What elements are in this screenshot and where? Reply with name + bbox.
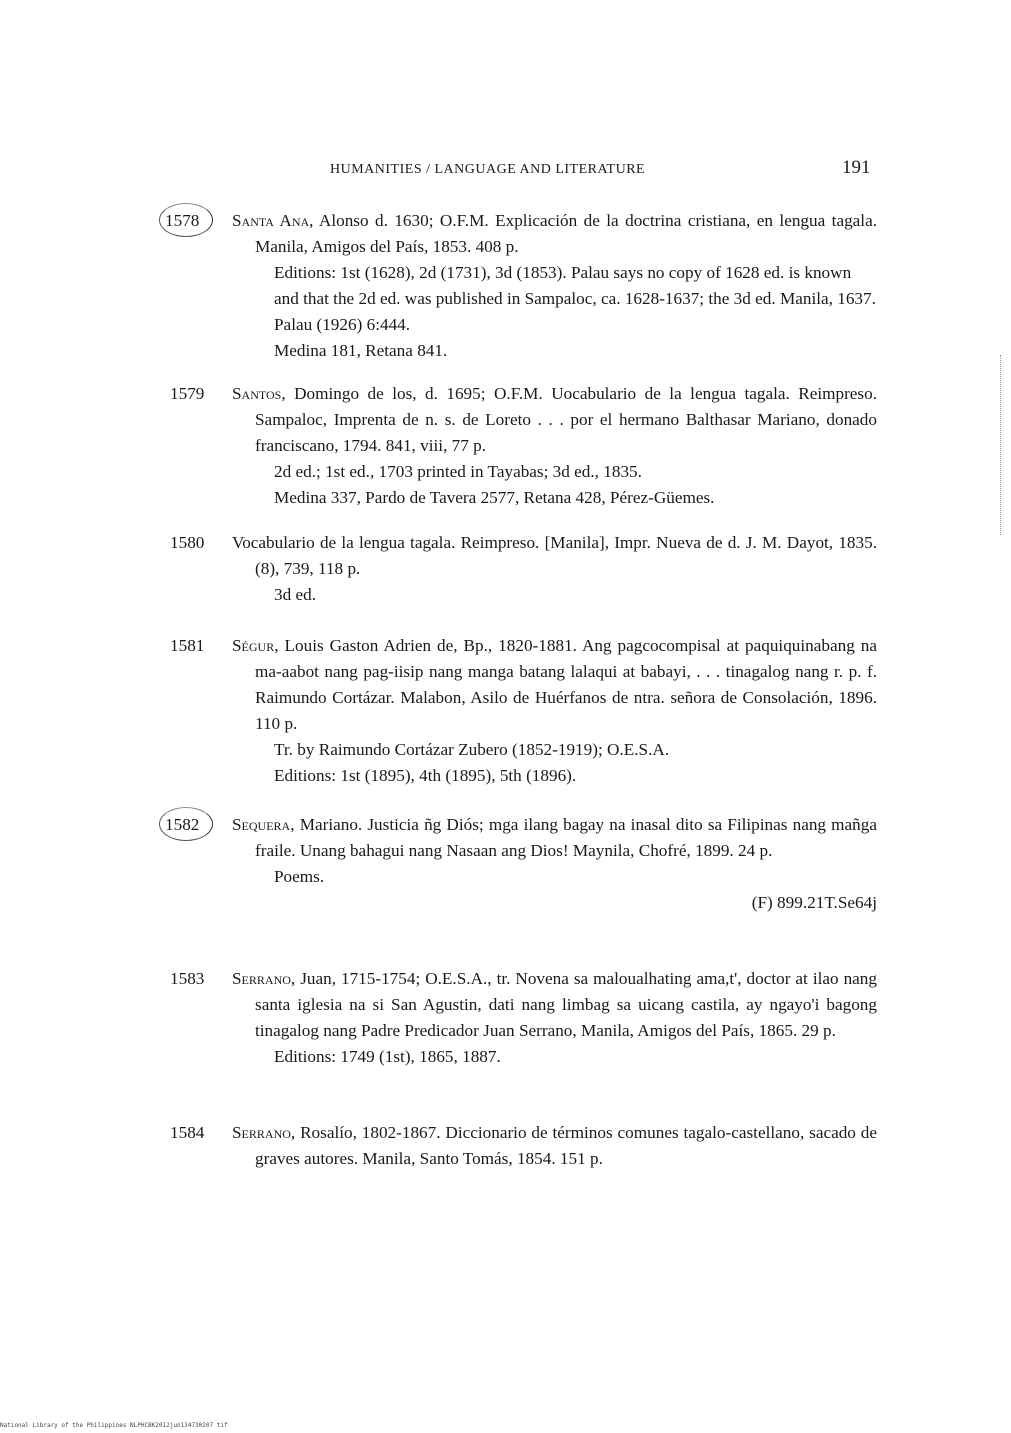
entry-note: Medina 337, Pardo de Tavera 2577, Retana 428, Pérez-Güemes. [274, 488, 715, 507]
entry-text [232, 381, 877, 511]
entry-author: Santa Ana [232, 211, 310, 230]
entry-note: Medina 181, Retana 841. [274, 341, 448, 360]
entry-author: Sequera [232, 815, 291, 834]
entry-note: 2d ed.; 1st ed., 1703 printed in Tayabas; 3d ed., 1835. [274, 462, 642, 481]
entry-text [232, 633, 877, 789]
entry-note: Editions: 1st (1895), 4th (1895), 5th (1896). [274, 766, 577, 785]
circle-mark-icon [159, 807, 213, 841]
entry-note: Editions: 1749 (1st), 1865, 1887. [274, 1047, 501, 1066]
entry-number: 1580 [170, 533, 205, 552]
entry-author: Santos [232, 384, 282, 403]
entry-number: 1582 [165, 812, 199, 838]
entry-description: , Juan, 1715-1754; O.E.S.A., tr. Novena sa maloualhating ama,t', doctor at ilao nang santa iglesia na si San Agustin, dati nang limbag sa uicang castila, ay ngayo'i bagong tinagalog nang Padre Predicador Juan Serrano, Manila, Amigos del País, 1865. 29 p. [255, 969, 877, 1040]
call-number: (F) 899.21T.Se64j [751, 893, 877, 912]
entry-description: Vocabulario de la lengua tagala. Reimpreso. [Manila], Impr. Nueva de d. J. M. Dayot, 1835. (8), 739, 118 p. [232, 533, 877, 578]
entry-description: , Louis Gaston Adrien de, Bp., 1820-1881. Ang pagcocompisal at paquiquinabang na ma-aabot nang pag-iisip nang manga batang lalaqui at babayi, . . . tinagalog nang r. p. f. Raimundo Cortázar. Malabon, Asilo de Huérfanos de ntra. señora de Consolación, 1896. 110 p. [255, 636, 877, 733]
entry-number: 1583 [170, 969, 205, 988]
entry-number: 1584 [170, 1123, 205, 1142]
scan-footer: National Library of the Philippines NLPHCBK2012jun134730207 tif [0, 1422, 228, 1429]
entry-text [232, 530, 877, 608]
entry-note: Editions: 1st (1628), 2d (1731), 3d (1853). Palau says no copy of 1628 ed. is known and that the 2d ed. was published in Sampaloc, ca. 1628-1637; the 3d ed. Manila, 1637. Palau (1926) 6:444. [274, 263, 876, 334]
entry-description: , Domingo de los, d. 1695; O.F.M. Uocabulario de la lengua tagala. Reimpreso. Sampaloc, Imprenta de n. s. de Loreto . . . por el hermano Balthasar Mariano, donado franciscano, 1794. 841, viii, 77 p. [255, 384, 877, 455]
entry-description: , Rosalío, 1802-1867. Diccionario de términos comunes tagalo-castellano, sacado de graves autores. Manila, Santo Tomás, 1854. 151 p. [255, 1123, 877, 1168]
entry-description: , Alonso d. 1630; O.F.M. Explicación de la doctrina cristiana, en lengua tagala. Manila, Amigos del País, 1853. 408 p. [255, 211, 877, 256]
entry-author: Serrano [232, 1123, 291, 1142]
entry-note: Poems. [274, 867, 325, 886]
entry-text [232, 208, 877, 364]
scan-edge-marks [1000, 355, 1007, 535]
entry-number: 1581 [170, 636, 205, 655]
entry-note: Tr. by Raimundo Cortázar Zubero (1852-1919); O.E.S.A. [274, 740, 670, 759]
entry-text [232, 1120, 877, 1172]
page-number: 191 [842, 157, 871, 178]
circle-mark-icon [159, 203, 213, 237]
running-head: HUMANITIES / LANGUAGE AND LITERATURE [330, 162, 646, 177]
entry-text [232, 966, 877, 1070]
entry-author: Ségur [232, 636, 275, 655]
entry-number: 1578 [165, 208, 199, 234]
entry-text [232, 812, 877, 916]
entry-description: , Mariano. Justicia ñg Diós; mga ilang bagay na inasal dito sa Filipinas nang mañga fraile. Unang bahagui nang Nasaan ang Dios! Maynila, Chofré, 1899. 24 p. [255, 815, 877, 860]
entry-author: Serrano [232, 969, 291, 988]
entry-number: 1579 [170, 384, 205, 403]
entry-note: 3d ed. [274, 585, 317, 604]
